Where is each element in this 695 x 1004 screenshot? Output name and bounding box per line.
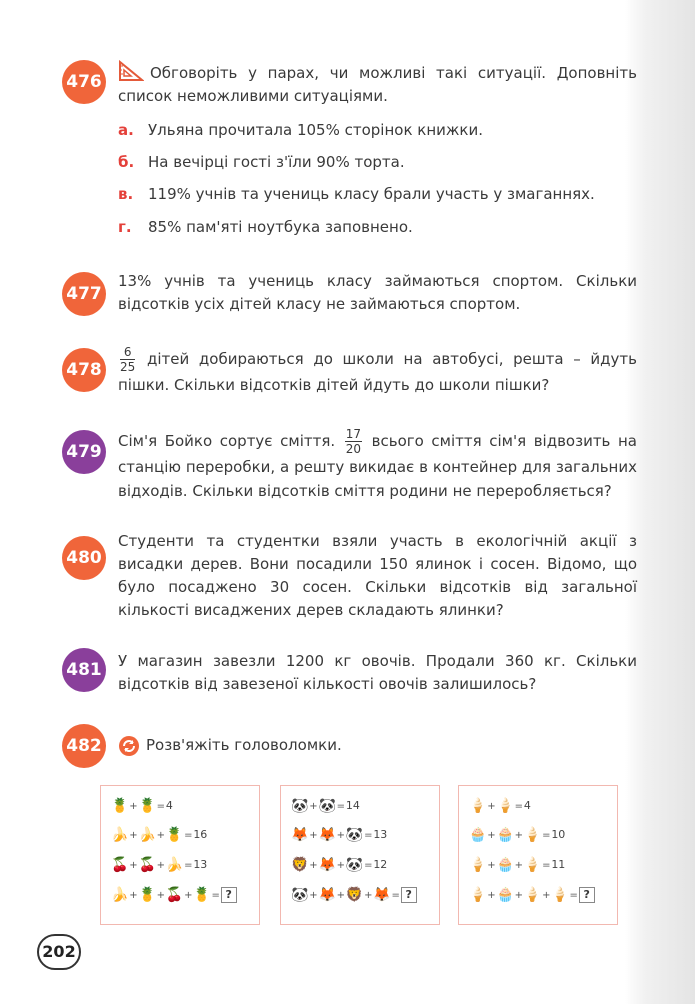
task-text: Розв'яжіть головоломки.: [118, 734, 637, 757]
refresh-icon: [118, 735, 140, 757]
option-letter: в.: [118, 185, 134, 203]
plus-sign: +: [364, 890, 373, 901]
option-b: [118, 151, 405, 173]
puzzle-icon: 🦊: [318, 827, 336, 843]
option-letter: г.: [118, 218, 132, 236]
plus-sign: +: [309, 801, 318, 812]
option-letter: б.: [118, 153, 135, 171]
plus-sign: +: [336, 860, 346, 871]
equals-sign: =: [184, 830, 193, 841]
puzzle-icon: 🍦: [469, 887, 487, 903]
puzzle-icon: 🍍: [193, 887, 211, 903]
task-text: Сім'я Бойко сортує сміття. $\frac{17}{20}$ всього сміття сім'я відвозить на станцію переробки, а решту викидає в контейнер для загальних відходів. Скільки відсотків сміття родини не переробляється?: [118, 427, 637, 500]
puzzle-icon: 🍍: [138, 887, 156, 903]
plus-sign: +: [129, 860, 138, 871]
task-number-badge: 480: [62, 536, 106, 580]
plus-sign: +: [487, 830, 496, 841]
plus-sign: +: [129, 830, 138, 841]
task-text: Обговоріть у парах, чи можливі такі ситуації. Доповніть список неможливими ситуаціями.: [118, 62, 637, 108]
puzzle-result: 16: [193, 828, 208, 841]
puzzle-icon: 🐼: [345, 827, 364, 843]
equals-sign: =: [391, 890, 400, 901]
option-c: [118, 183, 595, 205]
plus-sign: +: [336, 890, 346, 901]
puzzle-icon: 🐼: [345, 857, 364, 873]
puzzle-icon: 🦊: [291, 827, 309, 843]
puzzle-result: 13: [193, 858, 208, 871]
equals-sign: =: [156, 801, 166, 812]
puzzle-row: [469, 798, 531, 815]
plus-sign: +: [487, 890, 496, 901]
option-a: [118, 119, 483, 141]
plus-sign: +: [129, 801, 138, 812]
option-text: Ульяна прочитала 105% сторінок книжки.: [148, 121, 483, 139]
puzzle-icon: 🍦: [469, 857, 487, 873]
puzzle-row: [291, 827, 387, 844]
puzzle-fruits: [100, 785, 260, 925]
puzzle-result: 4: [523, 799, 531, 812]
puzzle-icon: 🦊: [318, 857, 336, 873]
puzzle-result: 4: [165, 799, 173, 812]
plus-sign: +: [487, 801, 496, 812]
fraction: $\frac{17}{20}$: [345, 427, 362, 456]
puzzle-icon: 🍦: [496, 798, 514, 814]
puzzle-icon: 🐼: [291, 798, 309, 814]
puzzle-icon: 🧁: [469, 827, 487, 843]
equals-sign: =: [514, 801, 524, 812]
plus-sign: +: [542, 890, 551, 901]
task-number-badge: 476: [62, 60, 106, 104]
puzzle-icon: 🍦: [551, 887, 569, 903]
task-text: $\frac{6}{25}$ дітей добираються до школи на автобусі, решта – йдуть пішки. Скільки відсотків дітей йдуть до школи пішки?: [118, 345, 637, 394]
puzzle-row: [291, 798, 360, 815]
puzzle-icon: 🍌: [111, 827, 129, 843]
task-number-badge: 477: [62, 272, 106, 316]
option-text: 119% учнів та учениць класу брали участь у змаганнях.: [148, 185, 595, 203]
plus-sign: +: [514, 890, 524, 901]
puzzle-icon: 🍍: [138, 798, 156, 814]
puzzle-icon: 🐼: [318, 798, 336, 814]
puzzle-icon: 🍦: [469, 798, 487, 814]
puzzle-row: [291, 857, 387, 874]
puzzle-icon: 🍌: [138, 827, 156, 843]
puzzle-icon: 🍒: [111, 857, 129, 873]
equals-sign: =: [211, 890, 220, 901]
puzzle-icon: 🍦: [523, 887, 542, 903]
puzzle-icon: 🦁: [345, 887, 364, 903]
puzzle-icon: 🦊: [373, 887, 391, 903]
plus-sign: +: [309, 860, 318, 871]
task-number-badge: 481: [62, 648, 106, 692]
fraction: $\frac{6}{25}$: [120, 345, 136, 374]
option-text: На вечірці гості з'їли 90% торта.: [148, 153, 405, 171]
puzzle-icon: 🍒: [165, 887, 184, 903]
option-letter: а.: [118, 121, 134, 139]
puzzle-row: [111, 798, 173, 815]
plus-sign: +: [309, 890, 318, 901]
equals-sign: =: [542, 860, 551, 871]
puzzle-result: 10: [551, 828, 566, 841]
puzzle-icon: 🦊: [318, 887, 336, 903]
task-number-badge: 478: [62, 348, 106, 392]
puzzle-icon: 🧁: [496, 827, 514, 843]
equals-sign: =: [336, 801, 346, 812]
equals-sign: =: [364, 830, 373, 841]
puzzle-icon: 🍦: [523, 827, 542, 843]
puzzle-desserts: [458, 785, 618, 925]
puzzle-icon: 🍌: [111, 887, 129, 903]
plus-sign: +: [184, 890, 193, 901]
plus-sign: +: [487, 860, 496, 871]
option-text: 85% пам'яті ноутбука заповнено.: [148, 218, 413, 236]
puzzle-result: 12: [373, 858, 388, 871]
plus-sign: +: [514, 860, 524, 871]
equals-sign: =: [184, 860, 193, 871]
task-text: У магазин завезли 1200 кг овочів. Продали 360 кг. Скільки відсотків від завезеної кількості овочів залишилось?: [118, 652, 637, 693]
plus-sign: +: [514, 830, 524, 841]
equals-sign: =: [364, 860, 373, 871]
task-text: Студенти та студентки взяли участь в екологічній акції з висадки дерев. Вони посадили 150 ялинок і сосен. Відомо, що було посаджено 30 сосен. Скільки відсотків від загальної кількості висаджених дерев складають ялинки?: [118, 532, 637, 619]
puzzle-row: [291, 887, 417, 904]
puzzle-icon: 🦁: [291, 857, 309, 873]
task-text: 13% учнів та учениць класу займаються спортом. Скільки відсотків усіх дітей класу не займаються спортом.: [118, 272, 637, 313]
puzzle-icon: 🍍: [165, 827, 184, 843]
task-number-badge: 482: [62, 724, 106, 768]
puzzle-row: [469, 857, 565, 874]
puzzle-icon: 🐼: [291, 887, 309, 903]
option-d: [118, 216, 413, 238]
puzzle-row: [469, 887, 595, 904]
puzzle-row: [111, 887, 237, 904]
puzzle-icon: 🧁: [496, 857, 514, 873]
triangle-ruler-icon: [118, 60, 144, 82]
unknown-answer-box[interactable]: ?: [401, 887, 417, 903]
plus-sign: +: [156, 830, 166, 841]
unknown-answer-box[interactable]: ?: [579, 887, 595, 903]
puzzle-icon: 🍦: [523, 857, 542, 873]
puzzle-icon: 🍒: [138, 857, 156, 873]
puzzle-row: [469, 827, 565, 844]
puzzle-result: 13: [373, 828, 388, 841]
task-number-badge: 479: [62, 430, 106, 474]
puzzle-row: [111, 857, 207, 874]
equals-sign: =: [542, 830, 551, 841]
plus-sign: +: [156, 890, 166, 901]
unknown-answer-box[interactable]: ?: [221, 887, 237, 903]
puzzle-row: [111, 827, 207, 844]
plus-sign: +: [309, 830, 318, 841]
puzzle-icon: 🧁: [496, 887, 514, 903]
plus-sign: +: [336, 830, 346, 841]
page-number: 202: [37, 934, 81, 970]
puzzle-animals: [280, 785, 440, 925]
puzzle-result: 14: [345, 799, 360, 812]
puzzle-icon: 🍍: [111, 798, 129, 814]
plus-sign: +: [156, 860, 166, 871]
plus-sign: +: [129, 890, 138, 901]
puzzle-icon: 🍌: [165, 857, 184, 873]
equals-sign: =: [569, 890, 578, 901]
puzzle-result: 11: [551, 858, 566, 871]
